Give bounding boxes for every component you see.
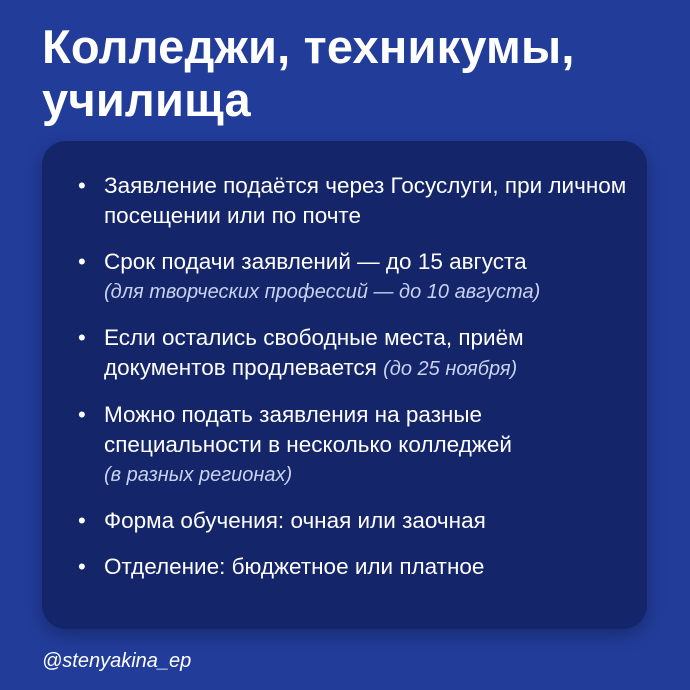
info-card <box>42 141 647 629</box>
list-item <box>78 323 638 384</box>
list-item <box>78 247 638 307</box>
item-text: Отделение: бюджетное или платное <box>104 554 485 579</box>
title-line-1: Колледжи, техникумы, <box>42 20 575 73</box>
list-item <box>78 171 638 231</box>
item-note: (до 25 ноября) <box>383 358 518 380</box>
bullet-icon: • <box>78 249 86 274</box>
bullet-icon: • <box>78 402 86 427</box>
item-text: Можно подать заявления на разные специальности в несколько колледжей <box>104 402 512 457</box>
list-item <box>78 506 638 536</box>
bullet-icon: • <box>78 173 86 198</box>
item-text: Заявление подаётся через Госуслуги, при личном посещении или по почте <box>104 173 627 228</box>
page-title <box>42 20 575 126</box>
list-item <box>78 552 638 582</box>
item-text: Срок подачи заявлений — до 15 августа <box>104 249 527 274</box>
info-list <box>78 171 638 598</box>
bullet-icon: • <box>78 325 86 350</box>
item-text: Если остались свободные места, приём документов продлевается <box>104 325 524 380</box>
bullet-icon: • <box>78 554 86 579</box>
author-handle: @stenyakina_ep <box>42 650 192 672</box>
list-item <box>78 400 638 490</box>
title-line-2: училища <box>42 73 251 126</box>
item-text: Форма обучения: очная или заочная <box>104 508 486 533</box>
bullet-icon: • <box>78 508 86 533</box>
item-note: (в разных регионах) <box>104 464 293 486</box>
item-note: (для творческих профессий — до 10 августа) <box>104 281 541 303</box>
